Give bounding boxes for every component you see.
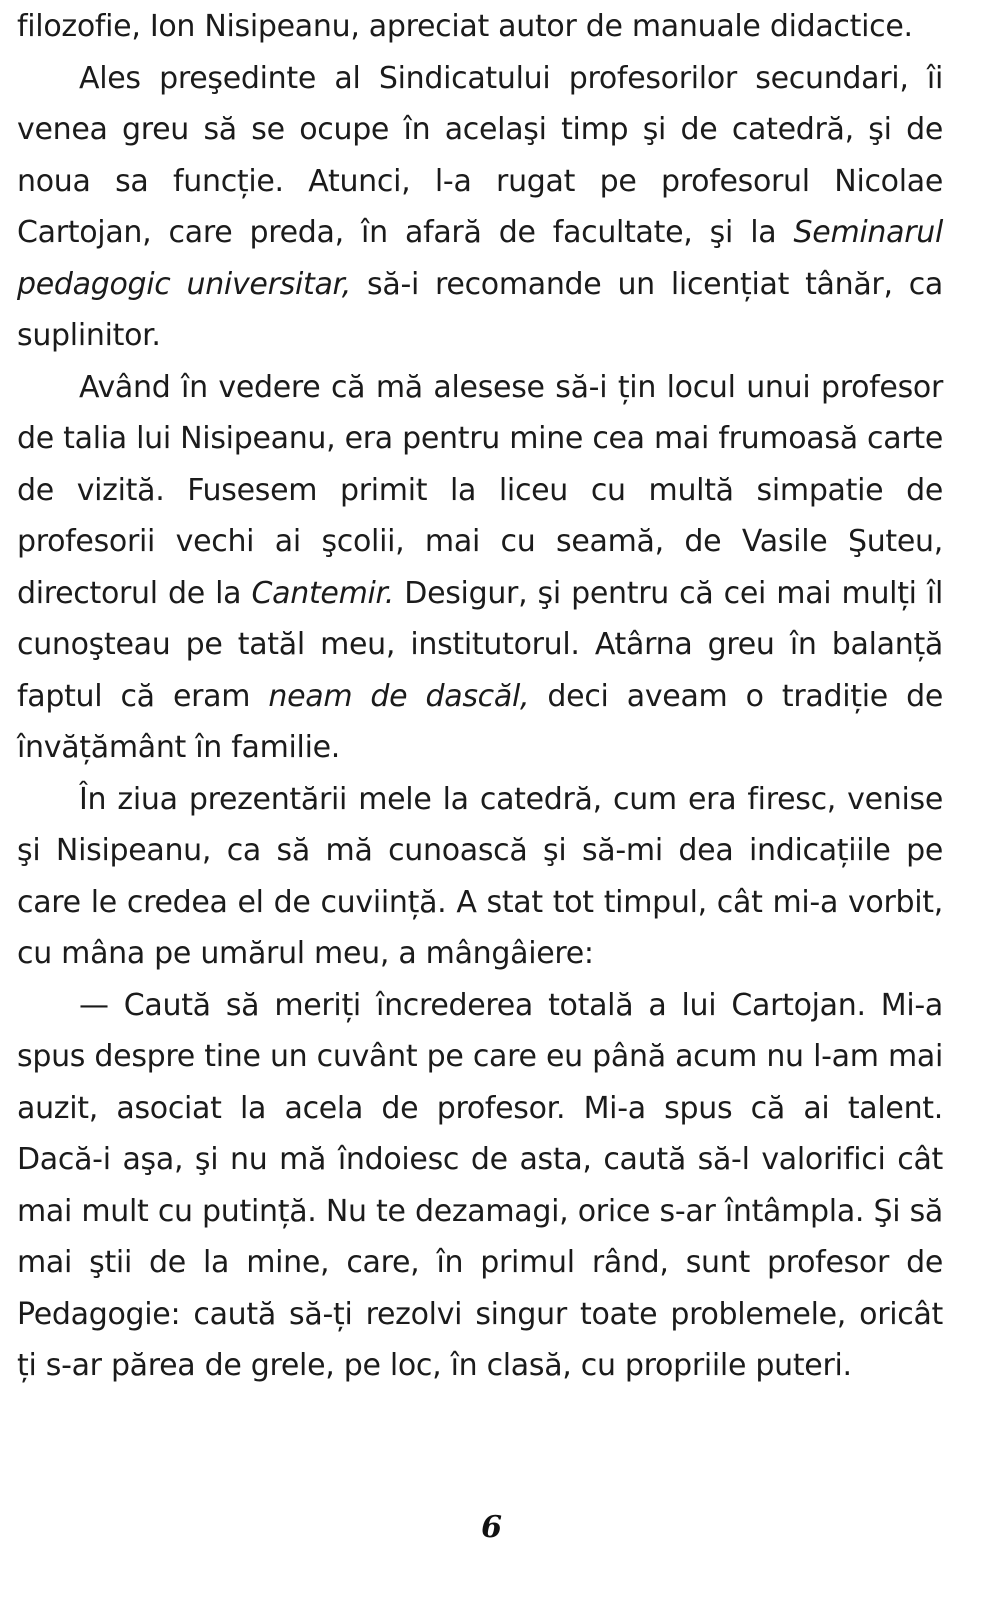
paragraph-2-run-3: să-i recomande un licențiat tânăr, ca suplinitor.: [17, 266, 943, 353]
paragraph-3-run-5: deci aveam o tradiție de învățământ în familie.: [17, 678, 943, 765]
paragraph-3-italic-phrase: neam de dascăl,: [268, 678, 530, 714]
paragraph-1-run-1: filozofie, Ion Nisipeanu, apreciat autor de manuale didactice.: [17, 9, 913, 44]
page-number: 6: [481, 1510, 502, 1545]
paragraph-2-italic-title: Seminarul pedagogic universitar,: [17, 215, 943, 302]
paragraph-2-run-1: Ales preşedinte al Sindicatului profesorilor secundari, îi venea greu să se ocupe în acelaşi timp şi de catedră, şi de noua sa funcție. Atunci, l-a rugat pe profesorul Nicolae Cartojan, care preda, în afară de facultate, şi la: [17, 60, 943, 250]
paragraph-3-run-3: Desigur, şi pentru că cei mai mulți îl cunoşteau pe tatăl meu, institutorul. Atârna greu în balanță faptul că eram: [17, 575, 944, 714]
paragraph-3-run-1: Având în vedere că mă alesese să-i țin locul unui profesor de talia lui Nisipeanu, era pentru mine cea mai frumoasă carte de vizită. Fusesem primit la liceu cu multă simpatie de profesorii vechi ai şcolii, mai cu seamă, de Vasile Şuteu, directorul de la: [17, 369, 943, 611]
paragraph-1: [17, 1, 943, 53]
body-text: [17, 0, 943, 1392]
paragraph-2: [17, 53, 943, 362]
paragraph-5-run-1: — Caută să meriți încrederea totală a lui Cartojan. Mi-a spus despre tine un cuvânt pe care eu până acum nu l-am mai auzit, asociat la acela de profesor. Mi-a spus că ai talent. Dacă-i aşa, şi nu mă îndoiesc de asta, caută să-l valorifici cât mai mult cu putință. Nu te dezamagi, orice s-ar întâmpla. Şi să mai ştii de la mine, care, în primul rând, sunt profesor de Pedagogie: caută să-ți rezolvi singur toate problemele, oricât ți s-ar părea de grele, pe loc, în clasă, cu propriile puteri.: [17, 987, 943, 1383]
book-page: [17, 0, 943, 1600]
paragraph-3-italic-school: Cantemir.: [251, 575, 395, 611]
paragraph-5: [17, 980, 943, 1392]
paragraph-4: [17, 774, 943, 980]
paragraph-4-run-1: În ziua prezentării mele la catedră, cum era firesc, venise şi Nisipeanu, ca să mă cunoască şi să-mi dea indicațiile pe care le credea el de cuviință. A stat tot timpul, cât mi-a vorbit, cu mâna pe umărul meu, a mângâiere:: [17, 781, 943, 971]
paragraph-3: [17, 362, 943, 774]
